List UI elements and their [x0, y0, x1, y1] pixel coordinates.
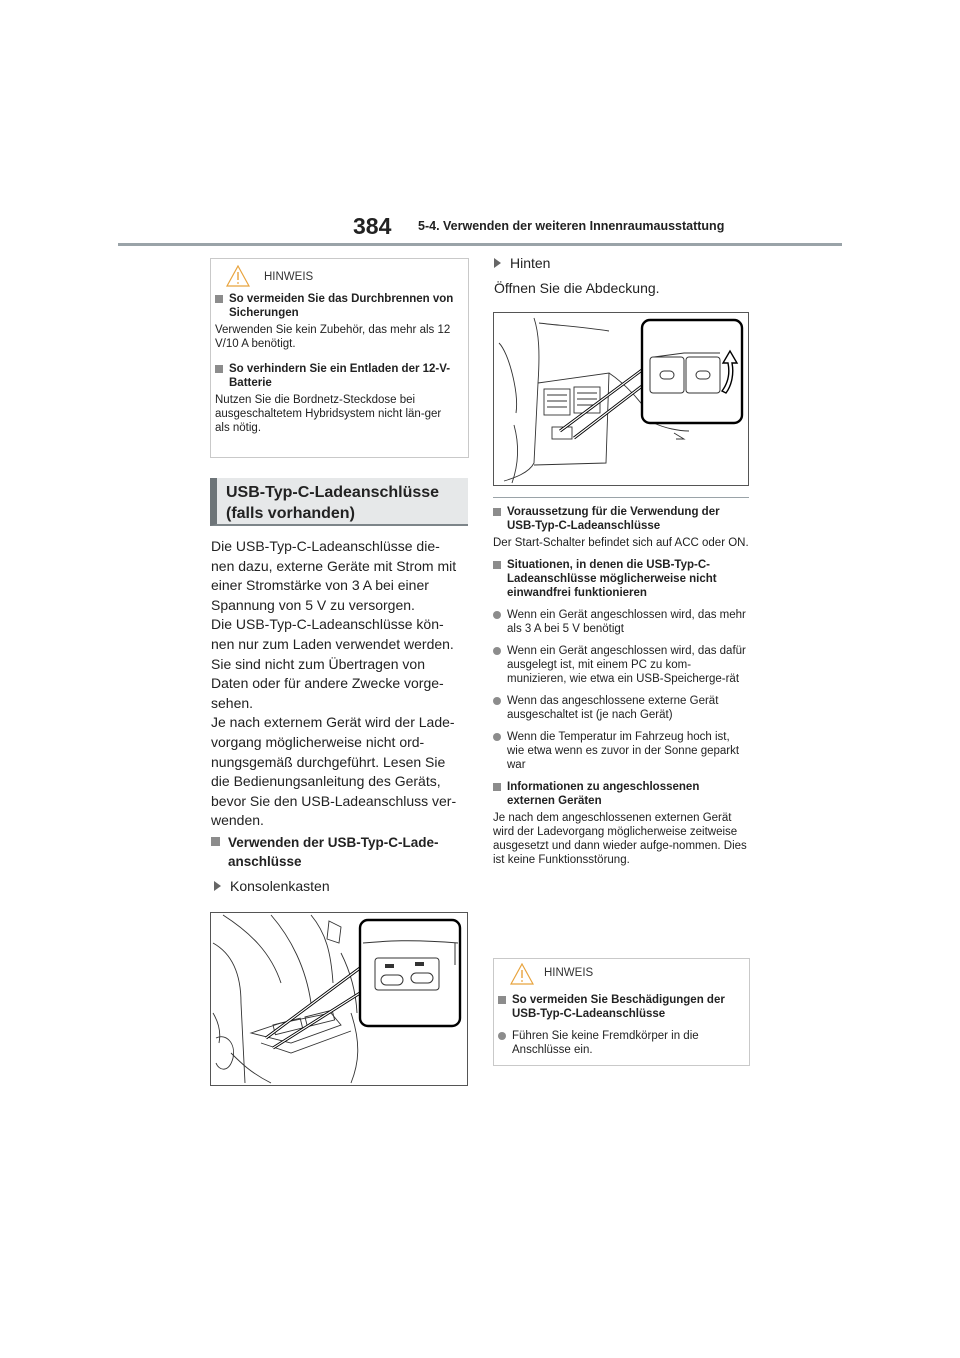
usage-heading-line: anschlüsse [228, 854, 302, 869]
console-drawing [211, 913, 467, 1085]
paragraph-line: wenden. [211, 812, 264, 829]
heading-line: (falls vorhanden) [226, 505, 355, 522]
note-text: Verwenden Sie kein Zubehör, das mehr als 12 V/10 A benötigt. [215, 324, 451, 350]
heading-text: Informationen zu angeschlossenen externen Geräten [507, 781, 700, 807]
note-title: HINWEIS [544, 967, 594, 979]
bullet-text: Wenn das angeschlossene externe Gerät ausgeschaltet ist (je nach Gerät) [507, 695, 719, 721]
bullet-text: Wenn ein Gerät angeschlossen wird, das mehr als 3 A bei 5 V benötigt [507, 609, 746, 635]
square-bullet-icon [493, 561, 501, 569]
section-rule [493, 497, 749, 498]
heading-line: USB-Typ-C-Ladeanschlüsse [226, 484, 440, 501]
bullet-item [493, 694, 749, 722]
square-bullet-icon [493, 508, 501, 516]
rear-ports-drawing [494, 313, 748, 485]
usb-notes [493, 505, 749, 867]
note-title: HINWEIS [264, 271, 314, 283]
open-cover-instruction: Öffnen Sie die Abdeckung. [494, 280, 660, 296]
paragraph-line: nungsgemäß durchgeführt. Lesen Sie [211, 753, 446, 770]
paragraph-line: Je nach externem Gerät wird der Lade- [211, 714, 455, 731]
arrow-right-icon [214, 881, 221, 891]
note-subheading-text: So vermeiden Sie Beschädigungen der USB-Typ-C-Ladeanschlüsse [512, 994, 725, 1020]
note-box-damage [493, 958, 750, 1066]
section-title: 5-4. Verwenden der weiteren Innenraumausstattung [418, 219, 725, 233]
bullet-text: Führen Sie keine Fremdkörper in die Anschlüsse ein. [512, 1030, 699, 1056]
paragraph-line: Daten oder für andere Zwecke vorge- [211, 675, 444, 692]
usage-heading-line: Verwenden der USB-Typ-C-Lade- [228, 835, 439, 850]
paragraph-line: die Bedienungsanleitung des Geräts, [211, 773, 441, 790]
usb-notes-text: Der Start-Schalter befindet sich auf ACC oder ON. [493, 537, 749, 549]
heading-text: Situationen, in denen die USB-Typ-C-Ladeanschlüsse möglicherweise nicht einwandfrei funktionieren [507, 559, 717, 599]
round-bullet-icon [493, 611, 501, 619]
rear-ports-illustration [493, 312, 749, 486]
usb-notes-text: Je nach dem angeschlossenen externen Gerät wird der Ladevorgang möglicherweise zeitweise ausgesetzt und dann wieder aufge-nommen. Dies ist keine Funktionsstörung. [493, 812, 747, 866]
usb-notes-heading [493, 505, 749, 533]
round-bullet-icon [493, 697, 501, 705]
konsole-label [214, 878, 330, 894]
konsole-text: Konsolenkasten [230, 878, 330, 894]
square-bullet-icon [215, 365, 223, 373]
arrow-right-icon [494, 258, 501, 268]
warning-triangle-icon [226, 265, 250, 287]
paragraph-line: nen nur zum Laden verwendet werden. [211, 635, 454, 652]
note-header [494, 959, 749, 999]
round-bullet-icon [493, 647, 501, 655]
usb-notes-heading [493, 780, 749, 808]
console-illustration [210, 912, 468, 1086]
note-header [211, 259, 468, 299]
bullet-item [493, 644, 749, 686]
hinten-label [494, 255, 550, 271]
paragraph-line: nen dazu, externe Geräte mit Strom mit [211, 557, 457, 574]
square-bullet-icon [493, 783, 501, 791]
square-bullet-icon [211, 837, 220, 846]
note-subheading-text: So vermeiden Sie das Durchbrennen von Sicherungen [229, 293, 454, 319]
note-body [494, 993, 749, 1057]
paragraph-line: Die USB-Typ-C-Ladeanschlüsse kön- [211, 616, 444, 633]
bullet-item [493, 730, 749, 772]
usb-section-heading-text [217, 478, 468, 524]
paragraph-line: einer Stromstärke von 3 A bei einer [211, 577, 429, 594]
usb-section-heading [210, 478, 468, 526]
main-paragraph [211, 537, 471, 831]
note-box-fuses [210, 258, 469, 458]
paragraph-line: bevor Sie den USB-Ladeanschluss ver- [211, 792, 457, 809]
bullet-text: Wenn ein Gerät angeschlossen wird, das dafür ausgelegt ist, mit einem PC zu kom-munizieren, wie etwa ein USB-Speicherge-rät [507, 645, 746, 685]
note-text: Nutzen Sie die Bordnetz-Steckdose bei ausgeschaltetem Hybridsystem nicht län-ger als nötig. [215, 394, 442, 434]
paragraph-line: sehen. [211, 694, 254, 711]
round-bullet-icon [498, 1032, 506, 1040]
round-bullet-icon [493, 733, 501, 741]
header-rule [118, 243, 842, 246]
bullet-text: Wenn die Temperatur im Fahrzeug hoch ist, wie etwa wenn es zuvor in der Sonne geparkt war [507, 731, 740, 771]
bullet-item [498, 1029, 739, 1057]
heading-text: Voraussetzung für die Verwendung der USB-Typ-C-Ladeanschlüsse [507, 506, 720, 532]
note-subheading-text: So verhindern Sie ein Entladen der 12-V-Batterie [229, 363, 451, 389]
usage-heading [211, 833, 471, 871]
note-subheading [215, 362, 458, 390]
bullet-item [493, 608, 749, 636]
usb-notes-heading [493, 558, 749, 600]
paragraph-line: vorgang möglicherweise nicht ord- [211, 733, 425, 750]
hinten-text: Hinten [510, 255, 551, 271]
page-number: 384 [353, 213, 392, 239]
paragraph-line: Die USB-Typ-C-Ladeanschlüsse die- [211, 538, 440, 554]
paragraph-line: Spannung von 5 V zu versorgen. [211, 596, 415, 613]
note-body [211, 292, 468, 435]
paragraph-line: Sie sind nicht zum Übertragen von [211, 655, 425, 672]
warning-triangle-icon [510, 963, 534, 985]
